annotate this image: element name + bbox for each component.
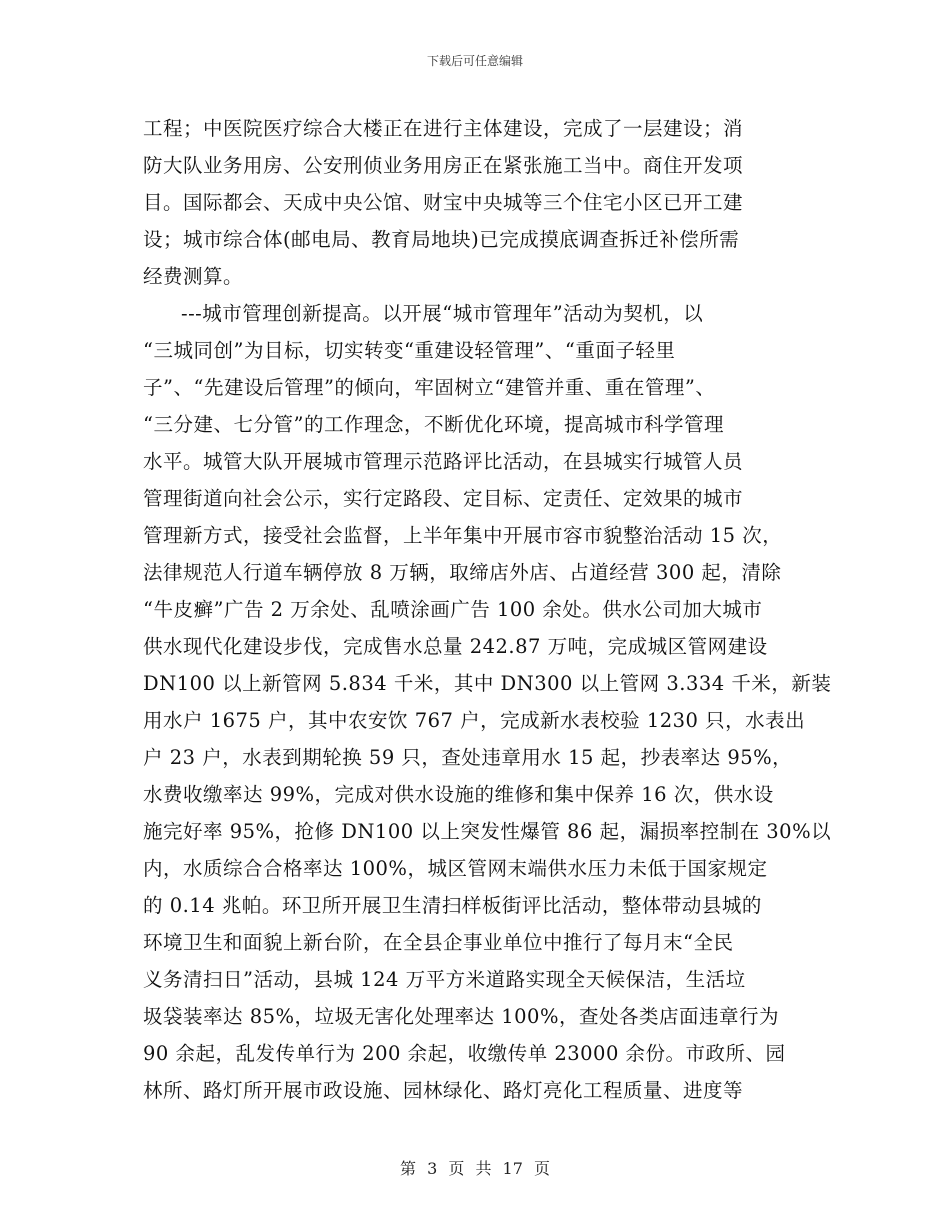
document-body (143, 110, 832, 1109)
body-line: “三分建、七分管”的工作理念，不断优化环境，提高城市科学管理 (143, 413, 724, 436)
body-line: 法律规范人行道车辆停放 8 万辆，取缔店外店、占道经营 300 起，清除 (143, 561, 782, 584)
body-line: 圾袋装率达 85%，垃圾无害化处理率达 100%，查处各类店面违章行为 (143, 1005, 779, 1028)
body-line: 工程；中医院医疗综合大楼正在进行主体建设，完成了一层建设；消 (143, 117, 744, 140)
body-line: 经费测算。 (143, 265, 244, 288)
body-line: 目。国际都会、天成中央公馆、财宝中央城等三个住宅小区已开工建 (143, 191, 744, 214)
body-line: 管理街道向社会公示，实行定路段、定目标、定责任、定效果的城市 (143, 487, 744, 510)
paragraph-first-line: ---城市管理创新提高。以开展“城市管理年”活动为契机，以 (181, 302, 704, 325)
page-footer: 第 3 页 共 17 页 (400, 1159, 550, 1178)
body-line: DN100 以上新管网 5.834 千米，其中 DN300 以上管网 3.334 千米，新装 (143, 672, 832, 695)
body-line: 供水现代化建设步伐，完成售水总量 242.87 万吨，完成城区管网建设 (143, 635, 768, 658)
body-line: 子”、“先建设后管理”的倾向，牢固树立“建管并重、重在管理”、 (143, 376, 716, 399)
body-line: 户 23 户，水表到期轮换 59 只，查处违章用水 15 起，抄表率达 95%， (143, 746, 793, 769)
body-line: 施完好率 95%，抢修 DN100 以上突发性爆管 86 起，漏损率控制在 30%以 (143, 820, 832, 843)
body-line: “三城同创”为目标，切实转变“重建设轻管理”、“重面子轻里 (143, 339, 676, 362)
body-line: “牛皮癣”广告 2 万余处、乱喷涂画广告 100 余处。供水公司加大城市 (143, 598, 763, 621)
body-line: 用水户 1675 户，其中农安饮 767 户，完成新水表校验 1230 只，水表出 (143, 709, 806, 732)
body-line: 水费收缴率达 99%，完成对供水设施的维修和集中保养 16 次，供水设 (143, 783, 774, 806)
body-line: 环境卫生和面貌上新台阶，在全县企事业单位中推行了每月末“全民 (143, 931, 734, 954)
page-header: 下载后可任意编辑 (426, 54, 523, 68)
body-line: 防大队业务用房、公安刑侦业务用房正在紧张施工当中。商住开发项 (143, 154, 744, 177)
body-line: 管理新方式，接受社会监督，上半年集中开展市容市貌整治活动 15 次， (143, 524, 783, 547)
body-line: 设；城市综合体(邮电局、教育局地块)已完成摸底调查拆迁补偿所需 (143, 228, 740, 251)
body-line: 内，水质综合合格率达 100%，城区管网末端供水压力未低于国家规定 (143, 857, 768, 880)
body-line: 林所、路灯所开展市政设施、园林绿化、路灯亮化工程质量、进度等 (143, 1079, 744, 1102)
body-line: 的 0.14 兆帕。环卫所开展卫生清扫样板街评比活动，整体带动县城的 (143, 894, 762, 917)
body-line: 90 余起，乱发传单行为 200 余起，收缴传单 23000 余份。市政所、园 (143, 1042, 786, 1065)
body-line: 义务清扫日”活动，县城 124 万平方米道路实现全天候保洁，生活垃 (143, 968, 746, 991)
body-line: 水平。城管大队开展城市管理示范路评比活动，在县城实行城管人员 (143, 450, 744, 473)
